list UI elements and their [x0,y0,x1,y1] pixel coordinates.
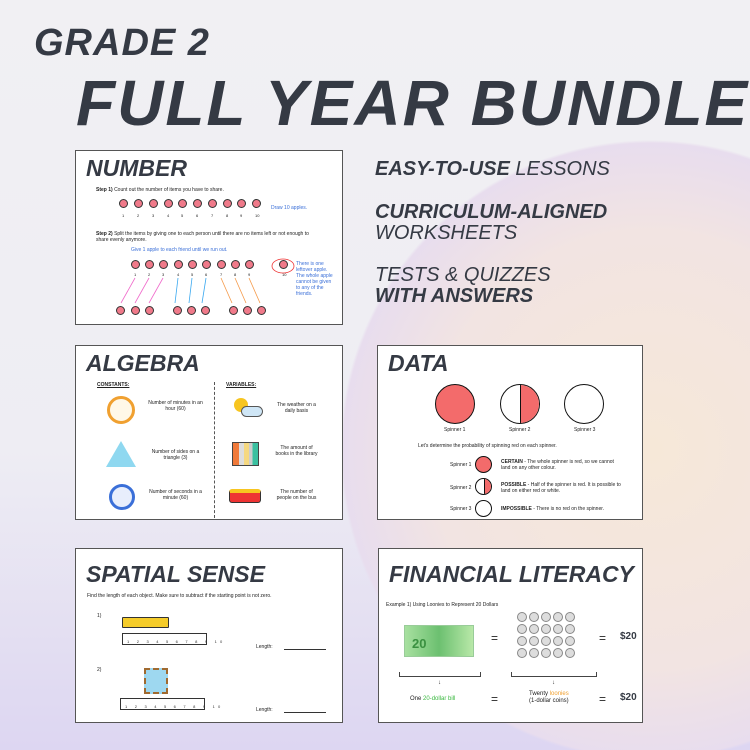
equals-sign: = [491,631,499,645]
apple-number: 1 [134,272,137,277]
spinner-label: Spinner 3 [574,427,596,433]
apple-icon [201,306,210,315]
mini-spinner-3 [475,500,492,517]
bracket [511,672,597,677]
constants-heading: CONSTANTS: [97,382,130,388]
divider [214,382,215,518]
financial-card [378,548,643,723]
apple-number: 6 [196,213,199,218]
result-impossible: IMPOSSIBLE - There is no red on the spinner. [501,506,605,512]
amount: $20 [620,631,637,642]
apple-number: 4 [167,213,170,218]
loonie-coin-icon [553,624,563,634]
crayon-icon [122,617,169,628]
spinner-1 [435,384,475,424]
apple-icon [145,306,154,315]
loonie-coin-icon [517,636,527,646]
apple-number: 5 [191,272,194,277]
probability-prompt: Let's determine the probability of spinning red on each spinner. [418,443,557,449]
loonie-coin-icon [553,612,563,622]
triangle-icon [106,441,136,467]
loonie-coin-icon [565,648,575,658]
loonie-coin-icon [517,612,527,622]
example-heading: Example 1) Using Loonies to Represent 20 Dollars [386,602,499,608]
result-label: Spinner 3 [450,506,472,512]
length-answer-line[interactable] [284,649,326,650]
variable-item: The weather on a daily basis [277,402,316,414]
card-title: NUMBER [86,155,187,181]
apple-number: 4 [177,272,180,277]
apple-number: 8 [226,213,229,218]
apple-icon [229,306,238,315]
apple-number: 7 [220,272,223,277]
card-title: DATA [388,350,449,376]
mini-spinner-1 [475,456,492,473]
apple-number: 6 [205,272,208,277]
apple-number: 8 [234,272,237,277]
apple-number: 9 [248,272,251,277]
mini-spinner-2 [475,478,492,495]
spinner-label: Spinner 2 [509,427,531,433]
loonie-coin-icon [541,612,551,622]
constant-item: Number of sides on a triangle (3) [151,449,200,461]
length-label: Length: [256,644,273,650]
spinner-3 [564,384,604,424]
card-title: SPATIAL SENSE [86,561,265,587]
stamp-icon [144,668,168,694]
card-title: FINANCIAL LITERACY [389,561,634,587]
loonie-coin-icon [541,624,551,634]
feature-tests: TESTS & QUIZZES WITH ANSWERS [375,264,551,307]
loonie-coin-icon [565,624,575,634]
ruler: 1 2 3 4 5 6 7 8 9 10 [120,698,205,710]
apple-number: 9 [240,213,243,218]
result-label: Spinner 1 [450,462,472,468]
constant-item: Number of seconds in a minute (60) [149,489,202,501]
step2: Step 2) Split the items by giving one to each person until there are no items left or not enough to share evenly anymore. [96,231,309,243]
loonie-coin-icon [517,648,527,658]
result-label: Spinner 2 [450,485,472,491]
feature-worksheets: CURRICULUM-ALIGNED WORKSHEETS [375,201,608,244]
step1: Step 1) Count out the number of items you have to share. [96,187,224,193]
loonie-coin-icon [529,612,539,622]
variable-item: The number of people on the bus [276,489,317,501]
apple-icon [187,306,196,315]
coins-caption: Twenty loonies (1-dollar coins) [529,691,569,704]
bracket [399,672,481,677]
stopwatch-icon [109,484,135,510]
loonie-coin-icon [529,636,539,646]
arrow-down-icon: ↓ [552,680,555,686]
variables-heading: VARIABLES: [226,382,257,388]
give-note: Give 1 apple to each friend until we run out. [131,247,228,253]
loonie-coin-icon [565,636,575,646]
length-answer-line[interactable] [284,712,326,713]
length-label: Length: [256,707,273,713]
ruler: 1 2 3 4 5 6 7 8 9 10 [122,633,207,645]
grade-heading: GRADE 2 [34,22,210,64]
loonie-coin-icon [541,648,551,658]
spinner-label: Spinner 1 [444,427,466,433]
clock-icon [107,396,135,424]
question-number: 1) [97,613,102,619]
bus-icon [229,489,261,503]
equals-sign: = [491,692,499,706]
apple-number: 2 [137,213,140,218]
apple-number: 3 [162,272,165,277]
feature-lessons: EASY-TO-USE LESSONS [375,158,610,180]
algebra-card [75,345,343,520]
variable-item: The amount of books in the library [275,445,318,457]
number-card [75,150,343,325]
apple-icon [257,306,266,315]
apple-icon [131,306,140,315]
spinner-2 [500,384,540,424]
loonie-coin-icon [529,648,539,658]
loonie-coin-icon [553,648,563,658]
cloud-icon [241,406,263,417]
distribution-arrows [76,151,343,325]
apple-number: 5 [181,213,184,218]
question-number: 2) [97,667,102,673]
spatial-card [75,548,343,723]
apple-number: 2 [148,272,151,277]
arrow-down-icon: ↓ [438,680,441,686]
loonies-grid [516,611,581,659]
apple-icon [173,306,182,315]
constant-item: Number of minutes in an hour (60) [148,400,203,412]
draw-note: Draw 10 apples. [271,205,308,211]
result-possible: POSSIBLE - Half of the spinner is red. It is possible to land on either red or white. [501,482,621,494]
card-title: ALGEBRA [86,350,200,376]
apple-icon [116,306,125,315]
bundle-title: FULL YEAR BUNDLE [76,67,750,139]
data-card [377,345,643,520]
apple-number: 7 [211,213,214,218]
amount: $20 [620,692,637,703]
loonie-coin-icon [565,612,575,622]
loonie-coin-icon [517,624,527,634]
books-icon [232,442,259,466]
bill-caption: One 20-dollar bill [410,696,456,702]
loonie-coin-icon [553,636,563,646]
loonie-coin-icon [529,624,539,634]
equals-sign: = [599,692,607,706]
apple-number: 3 [152,213,155,218]
apple-number: 1 [122,213,125,218]
twenty-dollar-bill: 20 [404,625,474,657]
apple-number: 10 [255,213,260,218]
loonie-coin-icon [541,636,551,646]
leftover-note: There is one leftover apple. The whole apple cannot be given to any of the friends. [296,261,333,297]
instruction: Find the length of each object. Make sure to subtract if the starting point is not zero. [87,593,272,599]
apple-number: 10 [282,272,287,277]
result-certain: CERTAIN - The whole spinner is red, so we cannot land on any other colour. [501,459,614,471]
apple-icon [243,306,252,315]
equals-sign: = [599,631,607,645]
